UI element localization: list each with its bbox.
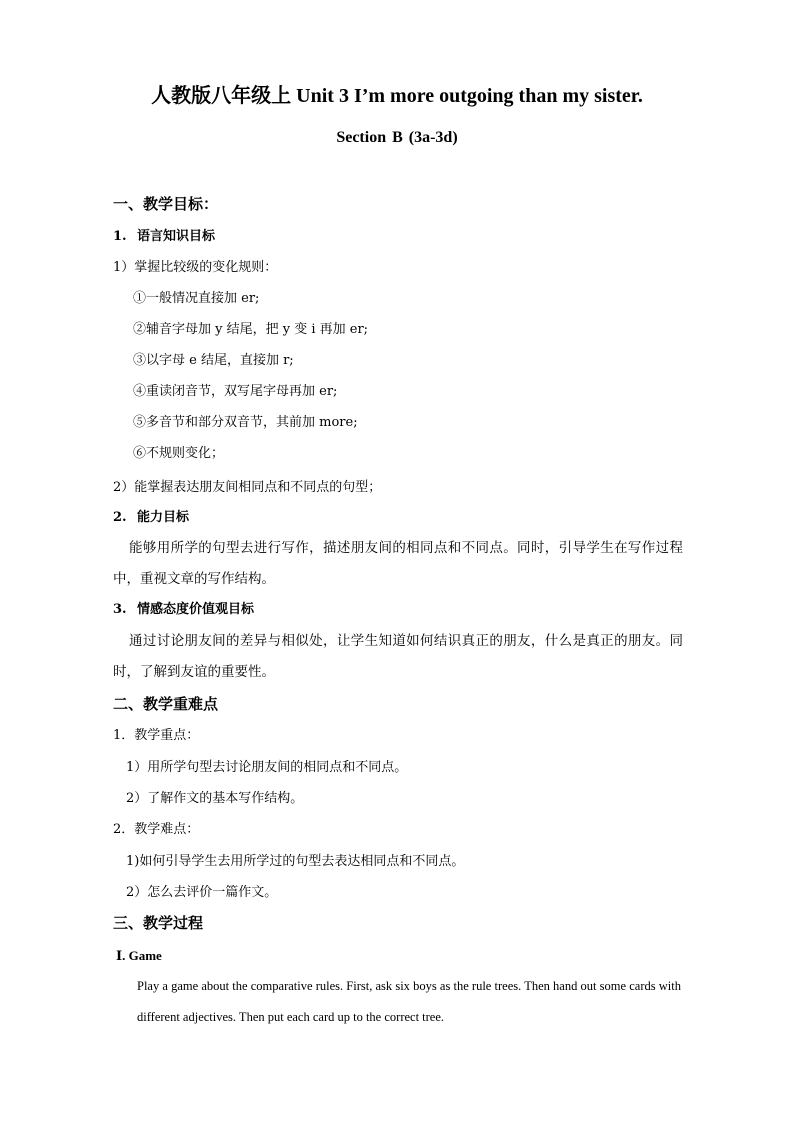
subheading-number: 1. xyxy=(113,229,127,244)
key-points-label: 1．教学重点： xyxy=(113,728,200,743)
section-heading-key-points: 二、教学重难点 xyxy=(113,695,219,713)
subheading-number: 3. xyxy=(113,602,127,617)
document-title: 人教版八年级上 Unit 3 I’m more outgoing than my sister. xyxy=(151,85,643,107)
subheading-language-knowledge xyxy=(113,230,215,243)
difficulty-item-2: 2）怎么去评价一篇作文。 xyxy=(126,885,278,900)
rule-item-4: ④重读闭音节，双写尾字母再加 er; xyxy=(133,384,338,399)
key-point-item-1: 1）用所学句型去讨论朋友间的相同点和不同点。 xyxy=(126,760,408,775)
subheading-number: 2. xyxy=(113,510,127,525)
rule-item-5: ⑤多音节和部分双音节，其前加 more; xyxy=(133,415,358,430)
game-paragraph: Play a game about the comparative rules. First, ask six boys as the rule trees. Then hand out some cards with different adjectives. Then put each card up to the correct tree. xyxy=(137,979,681,1024)
values-paragraph: 通过讨论朋友间的差异与相似处，让学生知道如何结识真正的朋友，什么是真正的朋友。同时，了解到友谊的重要性。 xyxy=(113,633,683,680)
ability-paragraph: 能够用所学的句型去进行写作，描述朋友间的相同点和不同点。同时，引导学生在写作过程中，重视文章的写作结构。 xyxy=(113,540,683,587)
rule-item-6: ⑥不规则变化； xyxy=(133,446,225,461)
objective-item-2: 2）能掌握表达朋友间相同点和不同点的句型； xyxy=(113,480,382,495)
section-heading-objectives: 一、教学目标： xyxy=(113,195,219,213)
difficulties-label: 2．教学难点： xyxy=(113,822,200,837)
subheading-label: 能力目标 xyxy=(137,510,190,525)
rule-item-3: ③以字母 e 结尾，直接加 r; xyxy=(133,353,294,368)
objective-item-1: 1）掌握比较级的变化规则： xyxy=(113,260,278,275)
document-subtitle: Section B (3a-3d) xyxy=(336,129,458,146)
subheading-label: 语言知识目标 xyxy=(137,229,216,244)
difficulty-item-1: 1)如何引导学生去用所学过的句型去表达相同点和不同点。 xyxy=(126,854,465,869)
section-heading-procedure: 三、教学过程 xyxy=(113,914,204,932)
subheading-ability xyxy=(113,511,189,524)
step-game-heading: Ⅰ. Game xyxy=(116,948,162,963)
rule-item-1: ①一般情况直接加 er; xyxy=(133,291,260,306)
rule-item-2: ②辅音字母加 y 结尾，把 y 变 i 再加 er; xyxy=(133,322,369,337)
subheading-label: 情感态度价值观目标 xyxy=(137,602,255,617)
key-point-item-2: 2）了解作文的基本写作结构。 xyxy=(126,791,304,806)
subheading-values xyxy=(113,603,254,616)
